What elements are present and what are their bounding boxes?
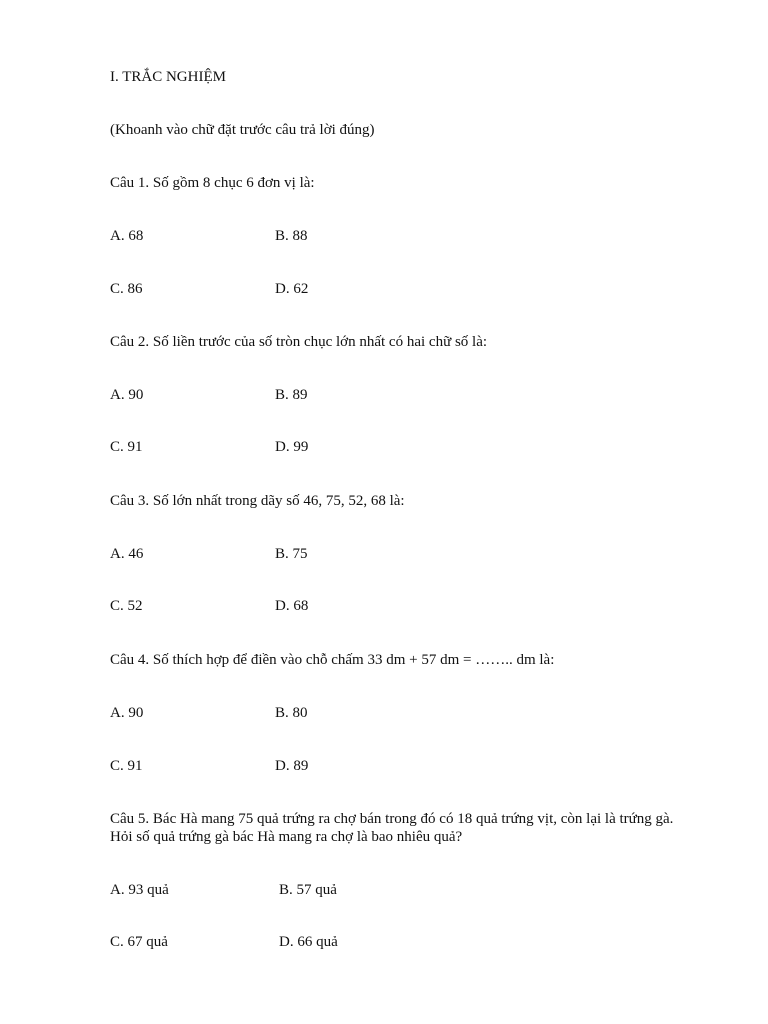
question-1-option-a: A. 68	[110, 228, 144, 244]
question-3-option-d: D. 68	[275, 598, 309, 614]
instruction-text: (Khoanh vào chữ đặt trước câu trả lời đúng)	[110, 122, 375, 138]
question-5-prompt-line-2: Hỏi số quả trứng gà bác Hà mang ra chợ là bao nhiêu quả?	[110, 829, 463, 845]
question-1-option-c: C. 86	[110, 281, 143, 297]
question-4-option-b: B. 80	[275, 705, 308, 721]
question-3-option-a: A. 46	[110, 546, 144, 562]
question-5-option-c: C. 67 quả	[110, 934, 168, 950]
question-5-option-a: A. 93 quả	[110, 882, 169, 898]
question-3-option-c: C. 52	[110, 598, 143, 614]
question-4-prompt: Câu 4. Số thích hợp để điền vào chỗ chấm 33 dm + 57 dm = …….. dm là:	[110, 652, 555, 668]
question-4-option-d: D. 89	[275, 758, 309, 774]
question-3-prompt: Câu 3. Số lớn nhất trong dãy số 46, 75, 52, 68 là:	[110, 493, 405, 509]
question-2-option-d: D. 99	[275, 439, 309, 455]
question-5-option-b: B. 57 quả	[279, 882, 337, 898]
question-5-option-d: D. 66 quả	[279, 934, 338, 950]
question-2-option-b: B. 89	[275, 387, 308, 403]
question-2-option-c: C. 91	[110, 439, 143, 455]
section-title: I. TRẮC NGHIỆM	[110, 69, 226, 85]
question-3-option-b: B. 75	[275, 546, 308, 562]
question-4-option-c: C. 91	[110, 758, 143, 774]
question-2-prompt: Câu 2. Số liền trước của số tròn chục lớn nhất có hai chữ số là:	[110, 334, 488, 350]
question-4-option-a: A. 90	[110, 705, 144, 721]
question-2-option-a: A. 90	[110, 387, 144, 403]
question-1-option-b: B. 88	[275, 228, 308, 244]
question-5-prompt-line-1: Câu 5. Bác Hà mang 75 quả trứng ra chợ bán trong đó có 18 quả trứng vịt, còn lại là trứng gà.	[110, 811, 674, 827]
question-1-option-d: D. 62	[275, 281, 309, 297]
question-1-prompt: Câu 1. Số gồm 8 chục 6 đơn vị là:	[110, 175, 315, 191]
